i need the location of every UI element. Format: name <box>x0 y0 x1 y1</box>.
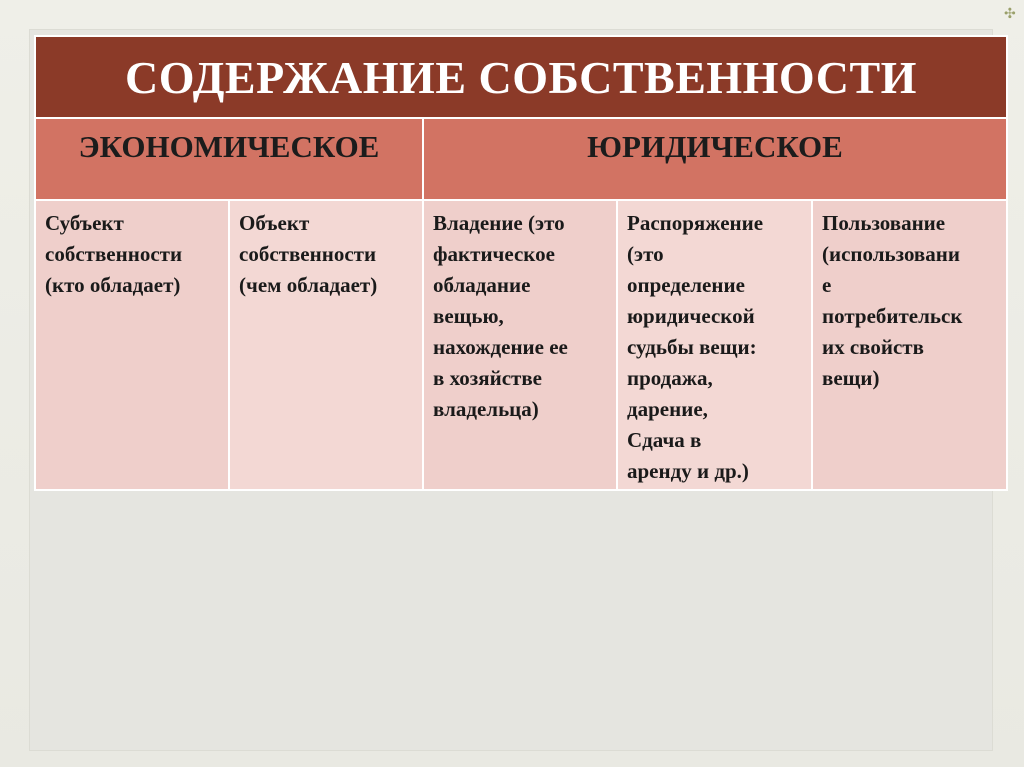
property-content-table <box>34 35 1008 491</box>
cell-disposal <box>617 200 812 490</box>
detail-row <box>35 200 1007 490</box>
cell-object <box>229 200 423 490</box>
cell-disposal-text: Распоряжение (это определение юридической судьбы вещи: продажа, дарение, Сдача в аренду и др.) <box>627 211 764 483</box>
header-economic-label: ЭКОНОМИЧЕСКОЕ <box>78 129 380 164</box>
cell-usage-text: Пользование (использовани е потребительск их свойств вещи) <box>822 211 963 390</box>
corner-ornament-icon: ✣ <box>1004 7 1016 22</box>
cell-usage <box>812 200 1007 490</box>
cell-subject <box>35 200 229 490</box>
cell-possession-text: Владение (это фактическое обладание вещью, нахождение ее в хозяйстве владельца) <box>433 211 568 421</box>
header-legal-label: ЮРИДИЧЕСКОЕ <box>587 129 843 164</box>
cell-subject-text: Субъект собственности (кто обладает) <box>45 211 183 297</box>
table-title: СОДЕРЖАНИЕ СОБСТВЕННОСТИ <box>35 36 1007 118</box>
cell-object-text: Объект собственности (чем обладает) <box>239 211 378 297</box>
header-economic <box>35 118 423 200</box>
title-row <box>35 36 1007 118</box>
cell-possession <box>423 200 617 490</box>
header-legal <box>423 118 1007 200</box>
category-row <box>35 118 1007 200</box>
